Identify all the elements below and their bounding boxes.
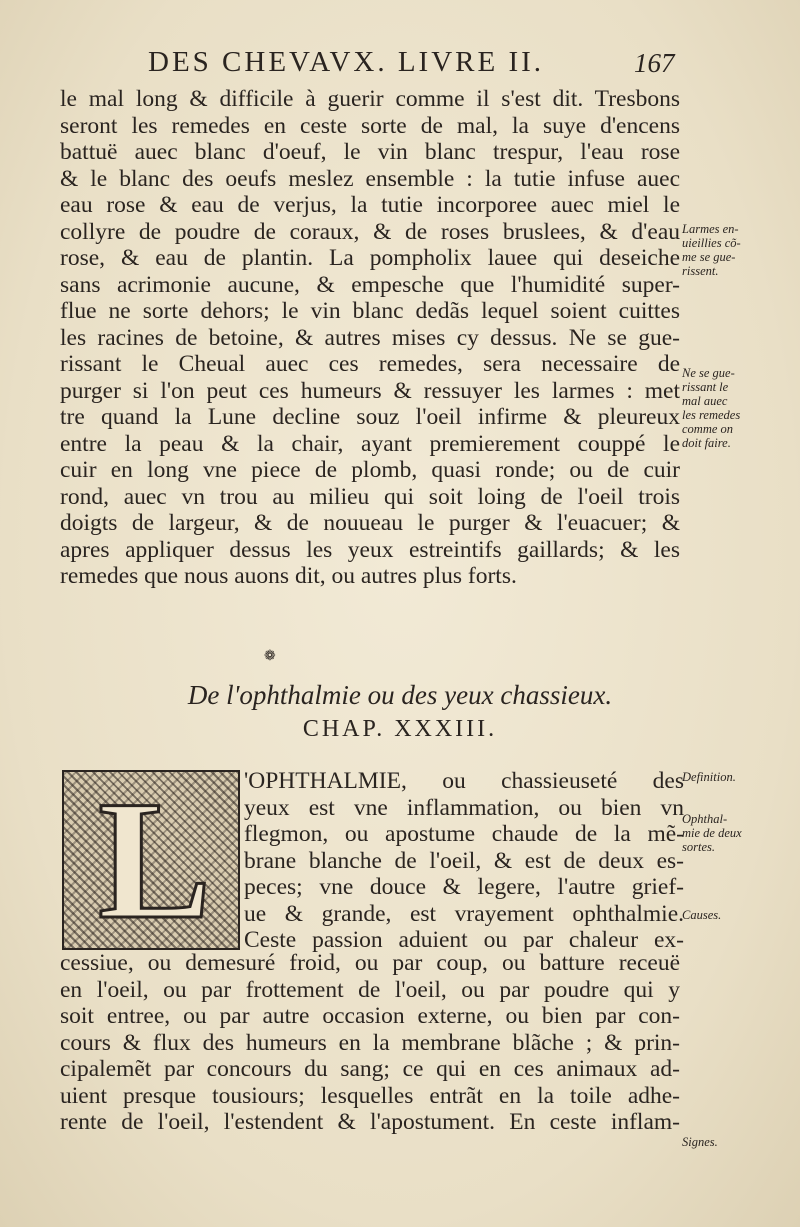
margin-note-definition: Definition. [682, 770, 736, 784]
text-line: flegmon, ou apostume chaude de la mẽ- [244, 821, 684, 847]
text-line: Ceste passion aduient ou par chaleur ex- [244, 927, 684, 953]
text-line: & le blanc des oeufs meslez ensemble : la tutie infuse auec [60, 165, 680, 192]
text-line: sans acrimonie aucune, & empesche que l'humidité super- [60, 271, 680, 298]
running-head: DES CHEVAVX. LIVRE II. [148, 46, 545, 78]
paragraph-causes [60, 950, 680, 1136]
text-line: cours & flux des humeurs en la membrane blãche ; & prin- [60, 1029, 680, 1056]
text-line: cessiue, ou demesuré froid, ou par coup, ou batture receuë [60, 950, 680, 976]
fleuron-ornament: ❁ [264, 649, 276, 664]
margin-note-remedes: Ne se gue- rissant le mal auec les remedes comme on doit faire. [682, 366, 741, 450]
text-line: yeux est vne inflammation, ou bien vn [244, 794, 684, 821]
text-line: 'OPHTHALMIE, ou chassieuseté des [244, 768, 684, 794]
text-line: cuir en long vne piece de plomb, quasi ronde; ou de cuir [60, 457, 680, 483]
decorated-initial [62, 766, 240, 954]
page-number: 167 [634, 48, 675, 78]
text-line: tre quand la Lune decline souz l'oeil infirme & pleureux [60, 404, 680, 430]
margin-note-signes: Signes. [682, 1135, 718, 1149]
text-line: apres appliquer dessus les yeux estreintifs gaillards; & les [60, 536, 680, 563]
text-line: purger si l'on peut ces humeurs & ressuyer les larmes : met [60, 377, 680, 404]
text-line: en l'oeil, ou par frottement de l'oeil, ou par poudre qui y [60, 976, 680, 1003]
text-line: collyre de poudre de coraux, & de roses bruslees, & d'eau [60, 218, 680, 245]
margin-note-causes: Causes. [682, 908, 722, 922]
text-line: doigts de largeur, & de nouueau le purger & l'euacuer; & [60, 510, 680, 536]
text-line: flue ne sorte dehors; le vin blanc dedãs lequel soient cuittes [60, 298, 680, 324]
text-line: soit entree, ou par autre occasion externe, ou bien par con- [60, 1003, 680, 1029]
paragraph-remedies [60, 86, 680, 590]
text-line: uient presque tousiours; lesquelles entrãt en la toile adhe- [60, 1082, 680, 1109]
text-line: cipalemẽt par concours du sang; ce qui en ces animaux ad- [60, 1056, 680, 1082]
text-line: peces; vne douce & legere, l'autre grief- [244, 874, 684, 900]
paragraph-definition [244, 768, 684, 954]
text-line: rose, & eau de plantin. La pompholix lauee qui deseiche [60, 245, 680, 271]
text-line: le mal long & difficile à guerir comme il s'est dit. Tresbons [60, 86, 680, 112]
text-line: rond, auec vn trou au milieu qui soit loing de l'oeil trois [60, 483, 680, 510]
text-line: ue & grande, est vrayement ophthalmie. [244, 900, 684, 927]
chapter-title: De l'ophthalmie ou des yeux chassieux. [187, 680, 613, 710]
text-line: rente de l'oeil, l'estendent & l'apostument. En ceste inflam- [60, 1109, 680, 1135]
margin-note-sortes: Ophthal- mie de deux sortes. [682, 812, 742, 854]
initial-letter: L [98, 766, 212, 954]
text-line: brane blanche de l'oeil, & est de deux es- [244, 847, 684, 874]
text-line: eau rose & eau de verjus, la tutie incorporee auec miel le [60, 192, 680, 218]
text-line last-line: remedes que nous auons dit, ou autres plus forts. [60, 563, 517, 589]
text-line: entre la peau & la chair, ayant premierement couppé le [60, 430, 680, 457]
chapter-number: CHAP. XXXIII. [302, 716, 498, 742]
text-line: battuë auec blanc d'oeuf, le vin blanc trespur, l'eau rose [60, 139, 680, 165]
margin-note-larmes: Larmes en- uieillies cõ- me se gue- rissent. [682, 222, 741, 278]
text-line: rissant le Cheual auec ces remedes, sera necessaire de [60, 351, 680, 377]
page-header [0, 46, 800, 86]
text-line: les racines de betoine, & autres mises cy dessus. Ne se gue- [60, 324, 680, 351]
text-line: seront les remedes en ceste sorte de mal, la suye d'encens [60, 112, 680, 139]
